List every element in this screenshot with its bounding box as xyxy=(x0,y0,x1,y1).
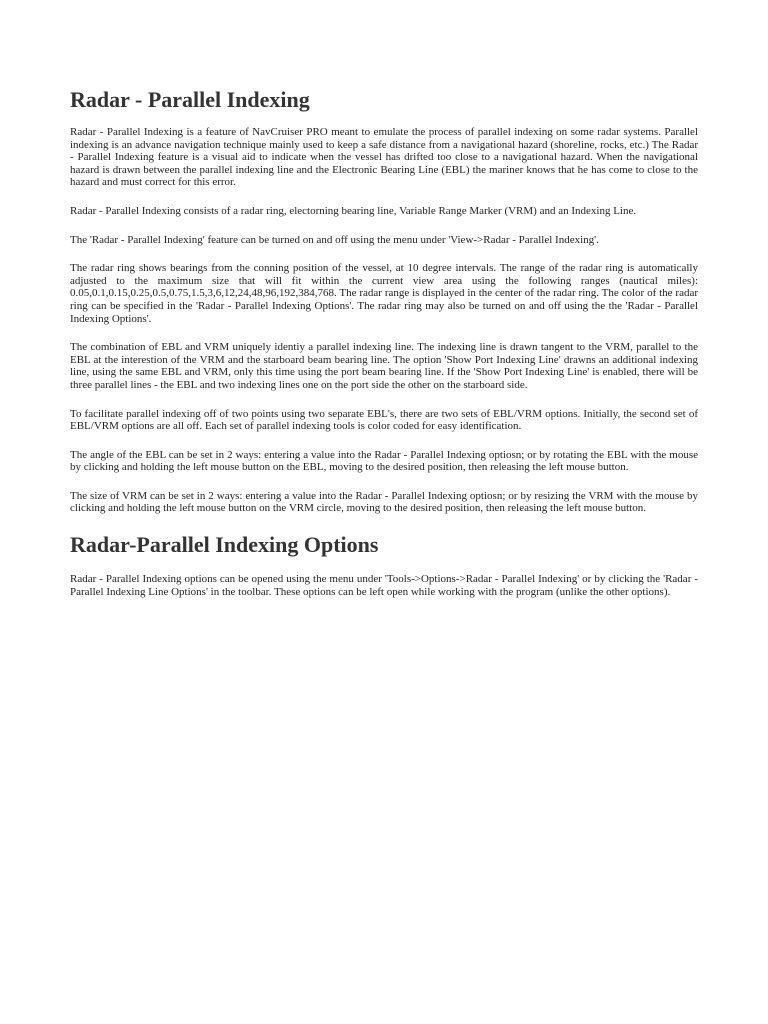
paragraph-intro: Radar - Parallel Indexing is a feature of NavCruiser PRO meant to emulate the process of parallel indexing on some radar systems. Parallel indexing is an advance navigation technique mainly used to keep a safe distance from a navigational hazard (shoreline, rocks, etc.) The Radar - Parallel Indexing feature is a visual aid to indicate when the vessel has drifted too close to a navigational hazard. When the navigational hazard is drawn between the parallel indexing line and the Electronic Bearing Line (EBL) the mariner knows that he has come to close to the hazard and must correct for this error. xyxy=(70,126,698,189)
document-page xyxy=(70,86,698,614)
paragraph-vrm-size: The size of VRM can be set in 2 ways: entering a value into the Radar - Parallel Indexing optiosn; or by resizing the VRM with the mouse by clicking and holding the left mouse button on the VRM circle, moving to the desired position, then releasing the left mouse button. xyxy=(70,489,698,515)
paragraph-radar-ring: The radar ring shows bearings from the conning position of the vessel, at 10 degree intervals. The range of the radar ring is automatically adjusted to the maximum size that will fit within the current view area using the following ranges (nautical miles): 0.05,0.1,0.15,0.25,0.5,0.75,1.5,3,6,12,24,48,96,192,384,768. The radar range is displayed in the center of the radar ring. The color of the radar ring can be specified in the 'Radar - Parallel Indexing Options'. The radar ring may also be turned on and off using the the 'Radar - Parallel Indexing Options'. xyxy=(70,262,698,325)
paragraph-ebl-vrm: The combination of EBL and VRM uniquely identiy a parallel indexing line. The indexing line is drawn tangent to the VRM, parallel to the EBL at the interestion of the VRM and the starboard beam bearing line. The option 'Show Port Indexing Line' drawns an additional indexing line, using the same EBL and VRM, only this time using the port beam bearing line. If the 'Show Port Indexing Line' is enabled, there will be three parallel lines - the EBL and two indexing lines one on the port side the other on the starboard side. xyxy=(70,341,698,391)
paragraph-components: Radar - Parallel Indexing consists of a radar ring, electorning bearing line, Variable Range Marker (VRM) and an Indexing Line. xyxy=(70,204,637,217)
paragraph-two-sets: To facilitate parallel indexing off of two points using two separate EBL's, there are two sets of EBL/VRM options. Initially, the second set of EBL/VRM options are all off. Each set of parallel indexing tools is color coded for easy identification. xyxy=(70,407,698,433)
section-title-options: Radar-Parallel Indexing Options xyxy=(70,532,379,558)
paragraph-toggle-menu: The 'Radar - Parallel Indexing' feature can be turned on and off using the menu under 'View->Radar - Parallel Indexing'. xyxy=(70,233,599,246)
section-title-parallel-indexing: Radar - Parallel Indexing xyxy=(70,87,310,112)
paragraph-options: Radar - Parallel Indexing options can be opened using the menu under 'Tools->Options->Radar - Parallel Indexing' or by clicking the 'Radar - Parallel Indexing Line Options' in the toolbar. These options can be left open while working with the program (unlike the other options). xyxy=(70,573,698,598)
paragraph-ebl-angle: The angle of the EBL can be set in 2 ways: entering a value into the Radar - Parallel Indexing optiosn; or by rotating the EBL with the mouse by clicking and holding the left mouse button on the EBL, moving to the desired position, then releasing the left mouse button. xyxy=(70,448,698,474)
